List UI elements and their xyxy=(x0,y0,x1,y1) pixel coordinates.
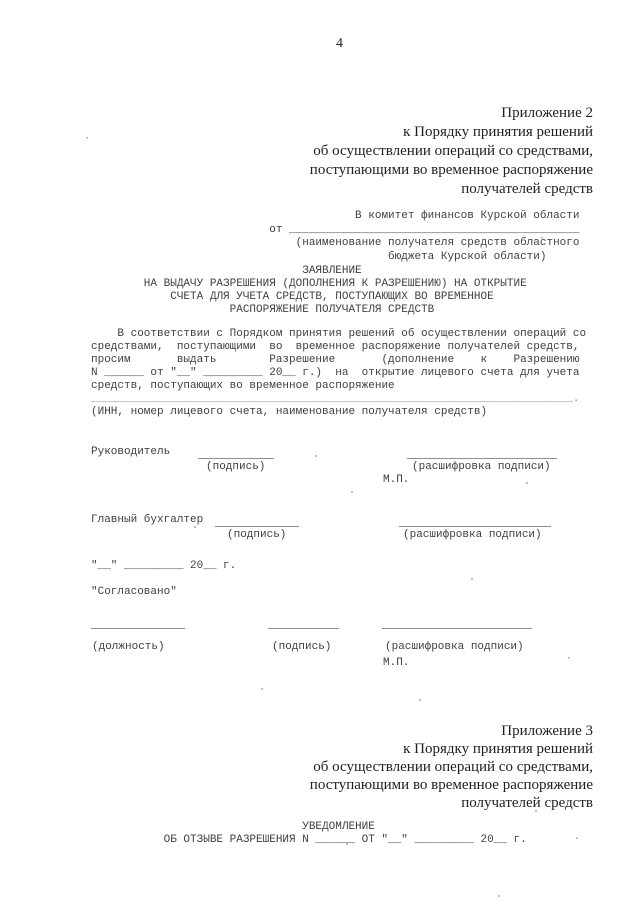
stamp-mark: М.П. xyxy=(383,657,410,669)
notice-title-block xyxy=(91,821,527,847)
appendix-ref-line: Приложение 2 xyxy=(501,105,593,121)
body-line: средствами, поступающими во временное распоряжение получателей средств, xyxy=(91,341,580,353)
application-title xyxy=(91,265,527,317)
approval-name-rule xyxy=(382,628,532,629)
title-line: ЗАЯВЛЕНИЕ xyxy=(91,265,362,277)
head-name-caption: (расшифровка подписи) xyxy=(412,461,551,473)
appendix-ref-line: об осуществлении операций со средствами, xyxy=(313,759,593,775)
date-blank-line: "__" _________ 20__ г. xyxy=(91,560,237,572)
body-line: просим выдать Разрешение (дополнение к Разрешению xyxy=(91,354,580,366)
body-line: N ______ от "__" _________ 20__ г.) на открытие лицевого счета для учета xyxy=(91,367,580,379)
appendix-ref-line: поступающими во временное распоряжение xyxy=(309,777,593,793)
addressee-caption-line: бюджета Курской области) xyxy=(91,250,547,263)
approval-sign-caption: (подпись) xyxy=(272,641,332,653)
head-sign-caption: (подпись) xyxy=(206,461,266,473)
accountant-label: Главный бухгалтер xyxy=(91,514,204,526)
appendix-ref-line: об осуществлении операций со средствами, xyxy=(313,143,593,159)
appendix2-reference xyxy=(310,104,593,199)
approval-sign-rule xyxy=(268,628,339,629)
accountant-name-rule xyxy=(399,526,551,527)
stamp-mark: М.П. xyxy=(383,474,410,486)
head-label: Руководитель xyxy=(91,446,171,458)
application-body xyxy=(91,328,586,419)
body-line: средств, поступающих во временное распоряжение xyxy=(91,380,395,392)
addressee-from-line: от ____________________________________________ xyxy=(91,223,580,236)
position-rule xyxy=(91,628,185,629)
approval-name-caption: (расшифровка подписи) xyxy=(385,641,524,653)
appendix-ref-line: Приложение 3 xyxy=(501,723,593,739)
notice-title-line: УВЕДОМЛЕНИЕ xyxy=(91,821,375,833)
accountant-name-caption: (расшифровка подписи) xyxy=(403,529,542,541)
appendix-ref-line: получателей средств xyxy=(461,795,593,811)
addressee-block xyxy=(91,210,579,264)
title-line: НА ВЫДАЧУ РАЗРЕШЕНИЯ (ДОПОЛНЕНИЯ К РАЗРЕШЕНИЮ) НА ОТКРЫТИЕ xyxy=(91,278,527,290)
appendix3-reference xyxy=(310,722,593,812)
agreed-label: "Согласовано" xyxy=(91,586,177,598)
appendix-ref-line: получателей средств xyxy=(461,181,593,197)
addressee-caption-line: (наименование получателя средств областного xyxy=(91,237,580,249)
appendix-ref-line: к Порядку принятия решений xyxy=(403,741,593,757)
title-line: РАСПОРЯЖЕНИЕ ПОЛУЧАТЕЛЯ СРЕДСТВ xyxy=(91,304,435,316)
appendix-ref-line: поступающими во временное распоряжение xyxy=(309,162,593,178)
inn-caption-line: (ИНН, номер лицевого счета, наименование получателя средств) xyxy=(91,406,488,418)
scan-noise xyxy=(86,137,88,139)
head-sign-rule xyxy=(198,458,274,459)
addressee-line: В комитет финансов Курской области xyxy=(91,210,580,222)
notice-subject-line: ОБ ОТЗЫВЕ РАЗРЕШЕНИЯ N ______ ОТ "__" _________ 20__ г. xyxy=(91,834,527,846)
appendix-ref-line: к Порядку принятия решений xyxy=(403,124,593,140)
head-name-rule xyxy=(407,458,557,459)
position-caption: (должность) xyxy=(92,641,165,653)
accountant-sign-caption: (подпись) xyxy=(227,529,287,541)
title-line: СЧЕТА ДЛЯ УЧЕТА СРЕДСТВ, ПОСТУПАЮЩИХ ВО ВРЕМЕННОЕ xyxy=(91,291,494,303)
accountant-sign-rule xyxy=(215,526,299,527)
page-number: 4 xyxy=(336,36,343,51)
fill-in-rule-line: _________________________________________________________________________. xyxy=(91,393,580,405)
body-line: В соответствии с Порядком принятия решений об осуществлении операций со xyxy=(91,328,587,340)
